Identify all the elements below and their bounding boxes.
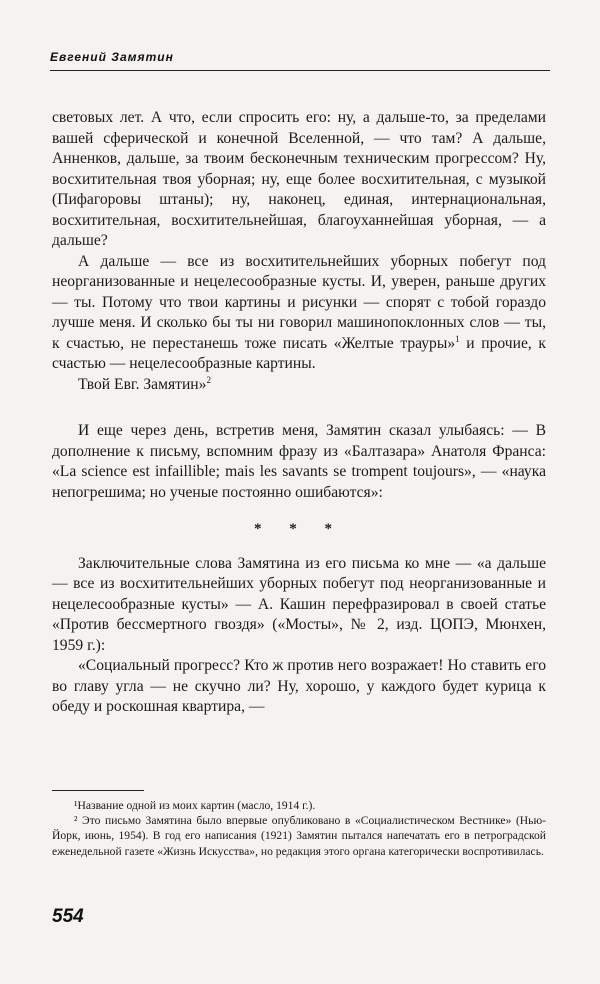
main-text xyxy=(52,108,546,718)
header-rule xyxy=(50,70,550,71)
section-separator: * * * xyxy=(254,521,344,537)
footnotes xyxy=(52,798,546,859)
signature-line xyxy=(52,375,546,396)
footnote-2: ² Это письмо Замятина было впервые опубликовано в «Социалистическом Вестнике» (Нью-Йорк, июнь, 1954). В год его написания (1921) Замятин пытался напечатать его в петроградской еженедельной газете «Жизнь Искусства», но редакция этого органа категорически воспротивилась. xyxy=(52,814,546,858)
footnote-ref-1: 1 xyxy=(455,333,460,344)
paragraph-2 xyxy=(52,252,546,375)
paragraph-1: световых лет. А что, если спросить его: ну, а дальше-то, за пределами вашей сферической и конечной Вселенной, — что там? А дальше, Анненков, дальше, за твоим бесконечным техническим прогрессом? Ну, восхитительная твоя уборная; ну, еще более восхитительная, с музыкой (Пифагоровы штаны); ну, наконец, единая, интернациональная, восхитительная, восхитительнейшая, благоуханнейшая уборная, — а дальше? xyxy=(52,109,546,249)
page-number: 554 xyxy=(52,906,84,927)
paragraph-2-tail: и прочие, к счастью — нецелесообразные картины. xyxy=(52,334,546,372)
footnote-rule xyxy=(52,790,144,791)
paragraph-3: И еще через день, встретив меня, Замятин сказал улыбаясь: — В дополнение к письму, вспомним фразу из «Балтазара» Анатоля Франса: «La science est infaillible; mais les savants se trompent toujours», — «наука непогрешима; но ученые постоянно ошибаются»: xyxy=(52,422,546,501)
running-title: Евгений Замятин xyxy=(50,50,174,64)
footnote-1: ¹Название одной из моих картин (масло, 1914 г.). xyxy=(74,799,316,812)
paragraph-4: Заключительные слова Замятина из его письма ко мне — «а дальше — все из восхитительнейших уборных побегут под неорганизованные и нецелесообразные кусты» — А. Кашин перефразировал в своей статье «Против бессмертного гвоздя» («Мосты», № 2, изд. ЦОПЭ, Мюнхен, 1959 г.): xyxy=(52,554,546,654)
paragraph-5: «Социальный прогресс? Кто ж против него возражает! Но ставить его во главу угла — не скучно ли? Ну, хорошо, у каждого будет курица к обеду и роскошная квартира, — xyxy=(52,657,546,715)
signature: Твой Евг. Замятин» xyxy=(78,375,207,393)
paragraph-2-text: А дальше — все из восхитительнейших уборных побегут под неорганизованные и нецелесообразные кусты. И, уверен, раньше других — ты. Потому что твои картины и рисунки — спорят с тобой гораздо лучше меня. И сколько бы ты ни говорил машинопоклонных слов — ты, к счастью, не перестанешь тоже писать «Желтые трауры» xyxy=(52,252,546,352)
footnote-ref-2: 2 xyxy=(206,374,211,385)
